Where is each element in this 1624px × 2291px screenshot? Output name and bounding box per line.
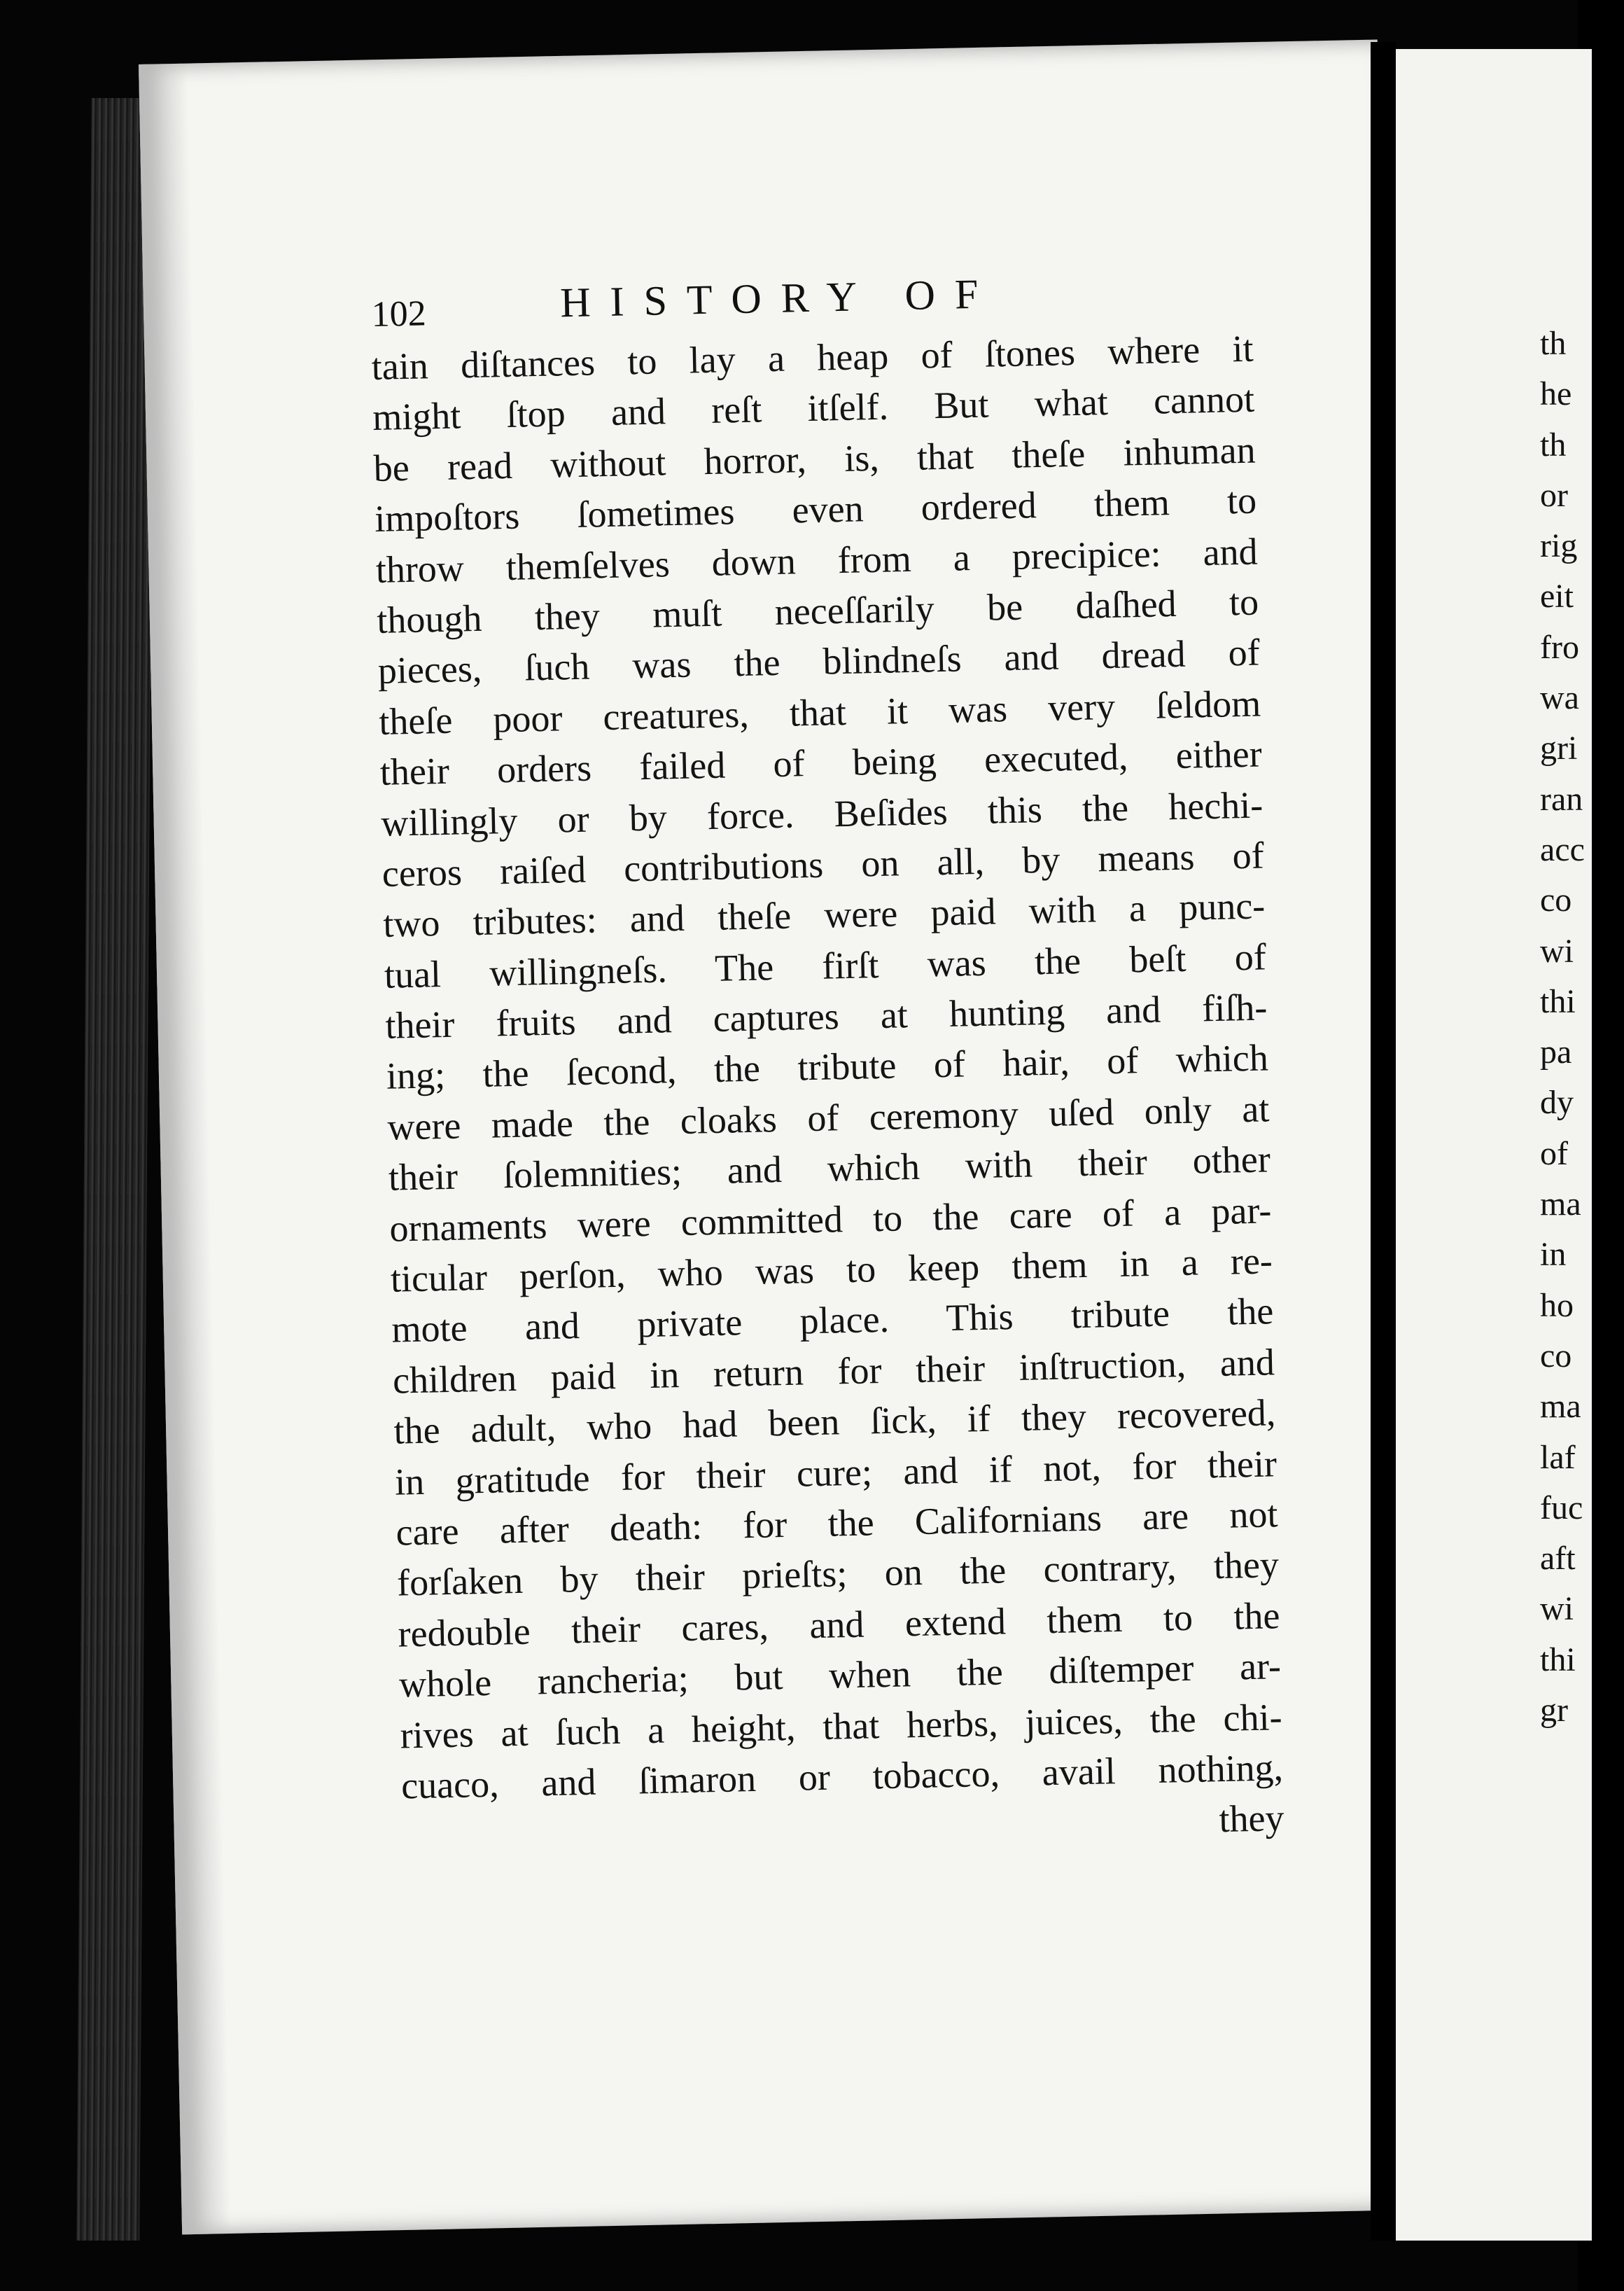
text-line: their ſolemnities; and which with their other xyxy=(388,1138,1271,1199)
text-line: their fruits and captures at hunting and fiſh- xyxy=(384,986,1268,1047)
text-line: tain diſtances to lay a heap of ſtones where it xyxy=(371,327,1254,388)
text-line: care after death: for the Californians are not xyxy=(395,1493,1278,1554)
running-head: HISTORY OF xyxy=(559,270,998,326)
right-page-fragment: ma xyxy=(1540,1388,1581,1426)
right-page-fragment: th xyxy=(1540,426,1567,464)
text-line: ornaments were committed to the care of a par- xyxy=(388,1188,1272,1250)
right-page-fragment: th xyxy=(1540,325,1567,362)
right-page-fragment: fro xyxy=(1540,628,1579,666)
right-page-fragment: thi xyxy=(1540,982,1576,1020)
text-line: redouble their cares, and extend them to the xyxy=(398,1594,1281,1655)
text-line: be read without horror, is, that theſe inhuman xyxy=(373,429,1256,489)
right-page-fragment: ran xyxy=(1540,780,1583,818)
right-page-fragment: gri xyxy=(1540,730,1578,767)
text-line: mote and private place. This tribute the xyxy=(391,1290,1274,1351)
text-line: were made the cloaks of ceremony uſed only at xyxy=(386,1087,1270,1148)
text-line: theſe poor creatures, that it was very ſeldom xyxy=(378,682,1261,743)
catchword: they xyxy=(1218,1797,1285,1841)
right-page-fragment: ma xyxy=(1540,1185,1581,1223)
text-line: throw themſelves down from a precipice: and xyxy=(375,530,1259,591)
right-page-fragment: co xyxy=(1540,1337,1572,1374)
right-page-fragment: or xyxy=(1540,476,1568,514)
right-page-fragment: wi xyxy=(1540,932,1574,970)
right-page-fragment: pa xyxy=(1540,1033,1572,1071)
text-line: in gratitude for their cure; and if not, for their xyxy=(394,1442,1278,1503)
text-line: two tributes: and theſe were paid with a punc- xyxy=(382,884,1266,946)
text-line: the adult, who had been ſick, if they recovered, xyxy=(393,1391,1276,1452)
body-text xyxy=(371,323,1284,1862)
text-line: willingly or by force. Beſides this the hechi- xyxy=(380,783,1264,844)
right-page-fragment: he xyxy=(1540,375,1572,413)
right-page-fragment: co xyxy=(1540,882,1572,919)
right-page-fragment: acc xyxy=(1540,830,1585,868)
right-page-text xyxy=(1540,319,1624,1736)
text-line: tual willingneſs. The firſt was the beſt of xyxy=(384,935,1267,996)
page-number: 102 xyxy=(371,293,427,335)
text-line: their orders failed of being executed, either xyxy=(379,732,1263,793)
text-line: children paid in return for their inſtruction, and xyxy=(392,1341,1275,1402)
right-page-fragment: laf xyxy=(1540,1438,1576,1476)
text-line: ceros raiſed contributions on all, by means of xyxy=(382,834,1265,895)
right-page-fragment: wa xyxy=(1540,679,1579,717)
text-line: ticular perſon, who was to keep them in a re- xyxy=(390,1239,1273,1300)
text-line: might ſtop and reſt itſelf. But what cannot xyxy=(372,377,1255,439)
right-page-fragment: dy xyxy=(1540,1084,1574,1122)
right-page-fragment: in xyxy=(1540,1236,1567,1274)
right-page-fragment: gr xyxy=(1540,1692,1568,1729)
right-page-fragment: aft xyxy=(1540,1540,1576,1578)
right-page-fragment: rig xyxy=(1540,527,1578,565)
text-line: ing; the ſecond, the tribute of hair, of which xyxy=(386,1036,1269,1098)
right-page-fragment: of xyxy=(1540,1134,1568,1172)
text-line: whole rancheria; but when the diſtemper ar- xyxy=(398,1645,1282,1706)
right-page-fragment: ho xyxy=(1540,1286,1574,1324)
text-line: pieces, ſuch was the blindneſs and dread of xyxy=(377,631,1261,692)
text-line: though they muſt neceſſarily be daſhed to xyxy=(376,580,1259,641)
text-line: impoſtors ſometimes even ordered them to xyxy=(374,479,1257,541)
book-edge xyxy=(76,98,154,2241)
right-page-fragment: eit xyxy=(1540,578,1574,615)
right-page-fragment: fuc xyxy=(1540,1489,1583,1526)
book-gutter xyxy=(1371,42,1396,2241)
right-page-fragment: wi xyxy=(1540,1590,1574,1628)
right-page-fragment: thi xyxy=(1540,1641,1576,1678)
text-line: forſaken by their prieſts; on the contrary, they xyxy=(396,1543,1280,1604)
text-line: cuaco, and ſimaron or tobacco, avail nothing, xyxy=(400,1746,1284,1807)
text-line: rives at ſuch a height, that herbs, juices, the chi- xyxy=(400,1695,1283,1757)
